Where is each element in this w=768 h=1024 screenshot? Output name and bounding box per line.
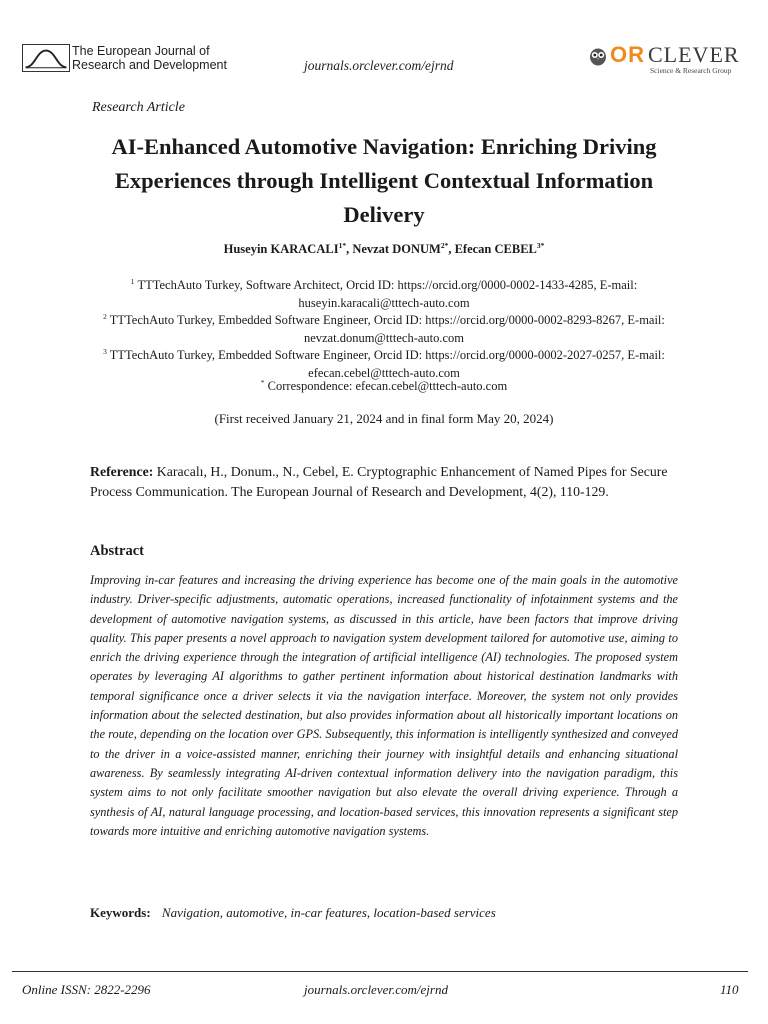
keywords-line xyxy=(90,905,690,921)
affiliation-text: TTTechAuto Turkey, Software Architect, Orcid ID: https://orcid.org/0000-0002-1433-4285, E-mail: huseyin.karacali@tttech-auto.com xyxy=(137,278,638,310)
article-type: Research Article xyxy=(92,100,185,115)
affiliation-mark: 3 xyxy=(103,347,107,356)
author-name: Nevzat DONUM xyxy=(352,242,441,257)
publisher-logo xyxy=(588,44,748,76)
publisher-or-text: OR xyxy=(610,42,645,67)
affiliation-mark: 1 xyxy=(130,277,135,286)
author-mark: 3* xyxy=(536,241,545,250)
correspondence-mark: * xyxy=(260,378,265,387)
author-name: Huseyin KARACALI xyxy=(223,242,339,257)
journal-name-line1: The European Journal of xyxy=(72,44,210,58)
received-dates: (First received January 21, 2024 and in final form May 20, 2024) xyxy=(214,411,554,426)
affiliation-text: TTTechAuto Turkey, Embedded Software Engineer, Orcid ID: https://orcid.org/0000-0002-2027-0257, E-mail: efecan.cebel@tttech-auto.com xyxy=(109,348,665,380)
owl-icon xyxy=(588,46,608,66)
affiliation-2 xyxy=(80,308,688,347)
reference-label: Reference: xyxy=(90,464,154,479)
footer-journal-url[interactable]: journals.orclever.com/ejrnd xyxy=(304,982,448,997)
abstract-heading: Abstract xyxy=(90,543,144,559)
keywords-label: Keywords: xyxy=(90,905,151,920)
reference-block xyxy=(90,462,680,501)
affiliation-1 xyxy=(80,273,688,312)
keywords-value: Navigation, automotive, in-car features, location-based services xyxy=(161,905,496,920)
header-journal-url[interactable]: journals.orclever.com/ejrnd xyxy=(304,58,454,73)
page-number: 110 xyxy=(720,982,739,997)
author-mark: 1* xyxy=(338,241,347,250)
article-title: AI-Enhanced Automotive Navigation: Enriching Driving Experiences through Intelligent Contextual Information Delivery xyxy=(111,134,657,227)
abstract-text: Improving in-car features and increasing the driving experience has become one of the main goals in the automotive industry. Driver-specific adjustments, automatic operations, increased functionality of infotainment systems and the development of automotive navigation systems, as discussed in this article, have been factors that improve driving quality. This paper presents a novel approach to navigation system development tailored for automotive use, aiming to enrich the driving experience through the integration of artificial intelligence (AI) technologies. The proposed system operates by leveraging AI algorithms to gather pertinent information about historical destination landmarks with temporal significance once a driver selects it via the navigation interface. Moreover, the system not only provides information about the selected destination, but also provides information about all historically important locations on the route, depending on the location over GPS. Subsequently, this information is intelligently synthesized and conveyed to the driver in a voice-assisted manner, enriching their journey with insightful details and enhancing situational awareness. By seamlessly integrating AI-driven contextual information delivery into the navigation paradigm, this system aims to not only facilitate smoother navigation but also elevate the overall driving experience. Through a synthesis of AI, natural language processing, and location-based services, this innovation represents a significant step towards more intuitive and enriching automotive navigation systems. xyxy=(90,573,678,838)
footer-issn: Online ISSN: 2822-2296 xyxy=(22,982,151,997)
correspondence xyxy=(80,378,688,394)
journal-name-line2: Research and Development xyxy=(72,58,227,72)
author-name: Efecan CEBEL xyxy=(454,242,537,257)
author-list: Huseyin $KARACALI^{1*}$, Nevzat $DONUM^{2*}$, Efecan $CEBEL^{3*}$ xyxy=(223,241,545,257)
publisher-tagline: Science & Research Group xyxy=(650,66,732,75)
affiliation-text: TTTechAuto Turkey, Embedded Software Engineer, Orcid ID: https://orcid.org/0000-0002-8293-8267, E-mail: nevzat.donum@tttech-auto.com xyxy=(109,313,665,345)
journal-name xyxy=(72,44,227,72)
journal-logo-icon xyxy=(22,44,70,72)
publisher-clever-text: CLEVER xyxy=(648,42,740,67)
footer-divider xyxy=(12,971,748,972)
affiliation-mark: 2 xyxy=(103,312,107,321)
correspondence-text: Correspondence: efecan.cebel@tttech-auto.com xyxy=(267,379,508,394)
affiliation-3 xyxy=(80,343,688,382)
author-mark: 2* xyxy=(440,241,449,250)
reference-text: Karacalı, H., Donum., N., Cebel, E. Cryptographic Enhancement of Named Pipes for Secure Process Communication. The European Journal of Research and Development, 4(2), 110-129. xyxy=(90,464,668,499)
